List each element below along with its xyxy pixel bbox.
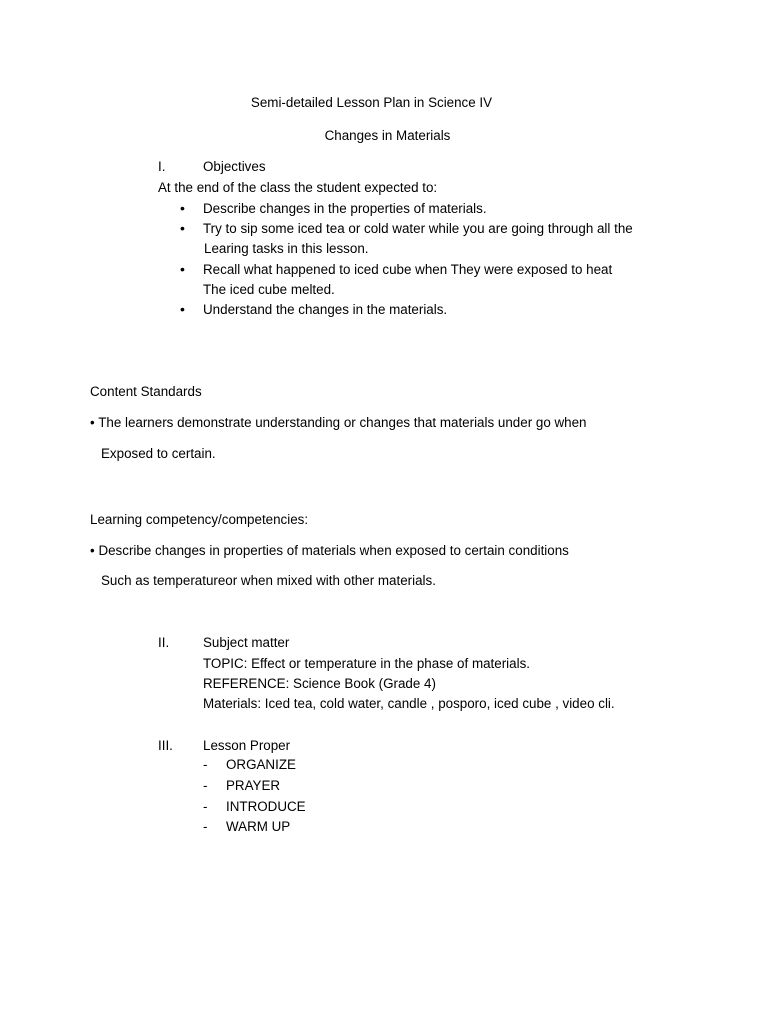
content-standards-bullet <box>90 415 587 431</box>
subject-matter-heading: Subject matter <box>203 635 290 650</box>
objective-item: Understand the changes in the materials. <box>203 302 448 317</box>
subject-matter-topic: TOPIC: Effect or temperature in the phase of materials. <box>203 656 530 671</box>
objectives-intro: At the end of the class the student expected to: <box>158 180 438 195</box>
content-standards-continuation: Exposed to certain. <box>101 446 216 461</box>
bullet-icon: • <box>90 415 95 430</box>
objective-item: Recall what happened to iced cube when They were exposed to heat <box>203 262 613 277</box>
dash-marker: - <box>203 819 208 834</box>
objectives-numeral: I. <box>158 159 166 174</box>
lesson-proper-numeral: III. <box>158 738 173 753</box>
document-title: Semi-detailed Lesson Plan in Science IV <box>250 95 493 110</box>
dash-marker: - <box>203 757 208 772</box>
objective-item: Try to sip some iced tea or cold water while you are going through all the <box>203 221 633 236</box>
subject-matter-numeral: II. <box>158 635 170 650</box>
learning-competency-bullet <box>90 543 569 559</box>
dash-marker: - <box>203 799 208 814</box>
subject-matter-materials: Materials: Iced tea, cold water, candle , posporo, iced cube , video cli. <box>203 696 615 711</box>
content-standards-heading: Content Standards <box>90 384 202 399</box>
learning-competency-continuation: Such as temperatureor when mixed with other materials. <box>101 573 436 588</box>
dash-marker: - <box>203 778 208 793</box>
lesson-proper-heading: Lesson Proper <box>203 738 291 753</box>
lesson-step: ORGANIZE <box>226 757 296 772</box>
learning-competency-text: Describe changes in properties of materials when exposed to certain conditions <box>98 543 569 558</box>
objective-item-continuation: Learing tasks in this lesson. <box>204 241 369 256</box>
lesson-step: PRAYER <box>226 778 281 793</box>
bullet-icon: • <box>90 543 95 558</box>
bullet-icon <box>180 261 188 269</box>
objective-item-continuation: The iced cube melted. <box>203 282 335 297</box>
lesson-step: INTRODUCE <box>226 799 306 814</box>
objectives-heading: Objectives <box>203 159 266 174</box>
objective-item: Describe changes in the properties of materials. <box>203 201 487 216</box>
subject-matter-reference: REFERENCE: Science Book (Grade 4) <box>203 676 436 691</box>
learning-competency-heading: Learning competency/competencies: <box>90 512 309 527</box>
bullet-icon <box>180 220 188 228</box>
bullet-icon <box>180 301 188 309</box>
bullet-icon <box>180 200 188 208</box>
lesson-step: WARM UP <box>226 819 291 834</box>
document-subtitle: Changes in Materials <box>324 128 451 143</box>
content-standards-text: The learners demonstrate understanding or changes that materials under go when <box>98 415 587 430</box>
